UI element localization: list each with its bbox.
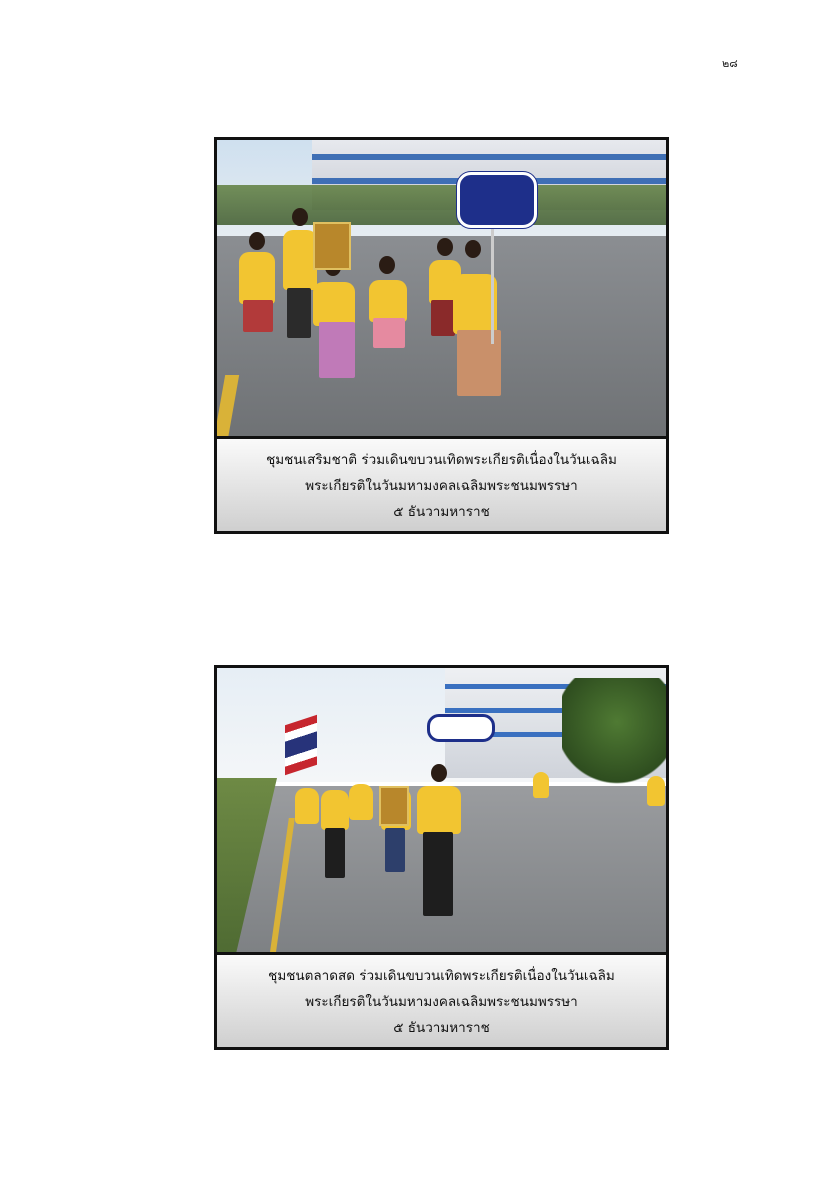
caption-box	[214, 439, 669, 534]
tree	[562, 678, 669, 788]
marcher	[369, 280, 407, 322]
caption-line: ๕ ธันวามหาราช	[393, 504, 490, 520]
thai-flag	[285, 715, 317, 775]
marcher	[417, 786, 461, 834]
trees	[217, 185, 666, 225]
marcher	[295, 788, 319, 824]
marcher	[313, 282, 355, 326]
marcher	[283, 230, 317, 290]
marcher	[647, 776, 665, 806]
figure-1	[214, 137, 669, 534]
sign-pole	[491, 224, 494, 344]
page-number: ๒๘	[722, 57, 738, 70]
parade-photo-1	[214, 137, 669, 439]
marcher	[239, 252, 275, 304]
caption-line: พระเกียรติในวันมหามงคลเฉลิมพระชนมพรรษา	[305, 478, 578, 494]
community-sign	[457, 172, 537, 228]
marcher	[321, 790, 349, 830]
caption-box	[214, 955, 669, 1050]
caption-line: ๕ ธันวามหาราช	[393, 1020, 490, 1036]
marcher	[533, 772, 549, 798]
figure-2	[214, 665, 669, 1050]
caption-line: ชุมชนตลาดสด ร่วมเดินขบวนเทิดพระเกียรติเนื่องในวันเฉลิม	[268, 968, 615, 984]
community-sign	[427, 714, 495, 742]
caption-line: ชุมชนเสริมชาติ ร่วมเดินขบวนเทิดพระเกียรติเนื่องในวันเฉลิม	[266, 452, 617, 468]
portrait-frame	[379, 786, 409, 826]
portrait-frame	[313, 222, 351, 270]
parade-photo-2	[214, 665, 669, 955]
caption-line: พระเกียรติในวันมหามงคลเฉลิมพระชนมพรรษา	[305, 994, 578, 1010]
marcher	[349, 784, 373, 820]
